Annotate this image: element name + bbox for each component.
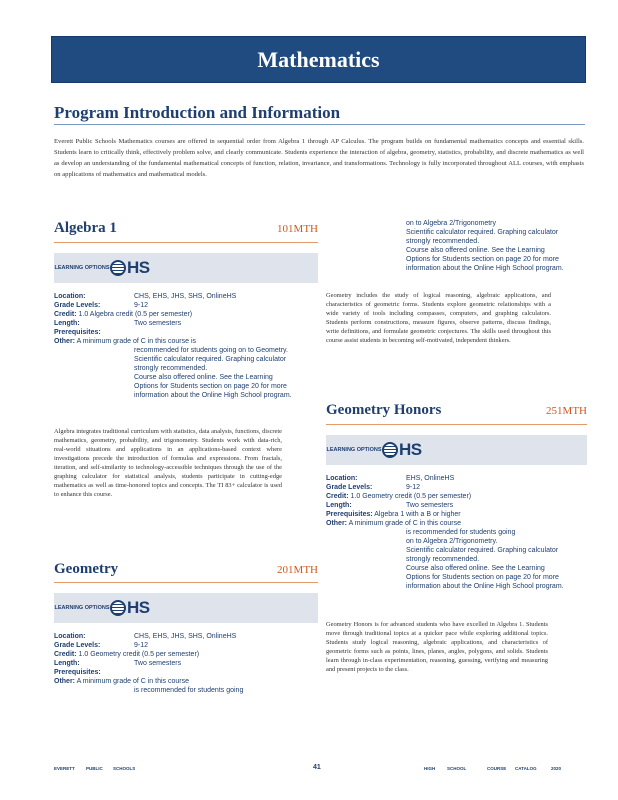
algebra1-other-line: information about the Online High School program. <box>134 392 292 399</box>
algebra1-credit: 1.0 Algebra credit (0.5 per semester) <box>78 311 193 318</box>
geometry-honors-header <box>326 402 587 419</box>
geometry-honors-title: Geometry Honors <box>326 402 442 418</box>
algebra1-other-line: Course also offered online. See the Learning <box>134 374 273 381</box>
footer-right-word: CATALOG <box>515 766 537 771</box>
geometry-honors-other-line: Course also offered online. See the Learning <box>406 565 545 572</box>
footer-left-word: SCHOOLS <box>113 766 136 771</box>
location-label: Location: <box>54 293 86 300</box>
grade-levels-label: Grade Levels: <box>326 484 373 491</box>
geometry-cont-line: Course also offered online. See the Learning <box>406 247 545 254</box>
length-label: Length: <box>54 320 80 327</box>
section-title: Program Introduction and Information <box>54 103 341 122</box>
algebra1-location: CHS, EHS, JHS, SHS, OnlineHS <box>134 293 237 300</box>
geometry-description: Geometry includes the study of logical reasoning, algebraic applications, and characteristics of geometric forms. Students explore geometric relationships with a wide variety of tools including compasses, computers, and graphing calculators. Students perform constructions, measure figures, observe patterns, discuss findings, write definitions, and formulate geometric conjectures. The skills used throughout this course assist students in becoming self-motivated, independent thinkers. <box>326 292 551 344</box>
other-label: Other: <box>326 520 347 527</box>
geometry-cont-line: strongly recommended. <box>406 238 480 245</box>
intro-paragraph: Everett Public Schools Mathematics courses are offered in sequential order from Algebra 1 through AP Calculus. The program builds on fundamental mathematics concepts and essential skills. Students learn to critically think, effectively problem solve, and clearly communicate. Students experience the interaction of algebra, geometry, statistics, probability, and discrete mathematics as well as develop an understanding of the fundamental mathematical concepts of function, relation, invariance, and transformations. Technology is fully incorporated throughout ALL courses, with emphasis on applications of mathematics and mathematical models. <box>54 138 584 178</box>
geometry-honors-rule <box>326 424 587 425</box>
algebra1-code: 101MTH <box>277 223 318 235</box>
geometry-cont-line: Options for Students section on page 20 for more <box>406 256 559 263</box>
algebra1-other-line: strongly recommended. <box>134 365 208 372</box>
geometry-learning-options <box>54 593 318 623</box>
length-label: Length: <box>54 660 80 667</box>
geometry-honors-description: Geometry Honors is for advanced students who have excelled in Algebra 1. Students move through traditional topics at a quicker pace while exploring additional topics. Students study logical reasoning, algebraic applications, and characteristics of geometric forms such as points, lines, planes, angles, polygons, and solids. Students learn through in-class experimentation, reasoning, guessing, verifying and measuring and present projects to the class. <box>326 621 548 673</box>
geometry-honors-location: EHS, OnlineHS <box>406 475 455 482</box>
geometry-other-line: is recommended for students going <box>134 687 244 694</box>
prerequisites-label: Prerequisites: <box>54 669 101 676</box>
section-divider <box>54 124 585 125</box>
globe-icon <box>382 442 398 458</box>
hs-text: HS <box>127 598 150 617</box>
grade-levels-label: Grade Levels: <box>54 302 101 309</box>
geometry-honors-learning-options <box>326 435 587 465</box>
geometry-grades: 9-12 <box>134 642 149 649</box>
geometry-honors-prereq: Algebra 1 with a B or higher <box>374 511 461 518</box>
footer-left-word: PUBLIC <box>86 766 103 771</box>
geometry-code: 201MTH <box>277 564 318 576</box>
footer-left-word: EVERETT <box>54 766 75 771</box>
learning-options-label: LEARNING OPTIONS <box>54 605 110 611</box>
online-hs-logo <box>110 258 150 278</box>
footer-right-word: HIGH <box>424 766 436 771</box>
geometry-honors-other-line: on to Algebra 2/Trigonometry. <box>406 538 498 545</box>
geometry-honors-other-line: Options for Students section on page 20 for more <box>406 574 559 581</box>
algebra1-other-line: A minimum grade of C in this course is <box>76 338 196 345</box>
algebra1-description: Algebra integrates traditional curriculum with statistics, data analysis, functions, discrete mathematics, geometry, probability, and trigonometry. Students work with data-rich, real-world situations and applications in an applications-based context where investigations precede the introduction of formulas and expressions. From fractals, iteration, and self-similarity to technology-accessible techniques through the use of the graphing calculator for statistical analysis, students participate in cutting-edge mathematics as well as time-honored topics and concepts. The TI 83+ calculator is used to enhance this course. <box>54 428 282 498</box>
learning-options-label: LEARNING OPTIONS <box>54 265 110 271</box>
globe-icon <box>110 600 126 616</box>
grade-levels-label: Grade Levels: <box>54 642 101 649</box>
page-banner <box>51 36 586 83</box>
geometry-rule <box>54 582 318 583</box>
algebra1-rule <box>54 242 318 243</box>
other-label: Other: <box>54 338 75 345</box>
geometry-honors-other-line: strongly recommended. <box>406 556 480 563</box>
geometry-other-line: A minimum grade of C in this course <box>76 678 189 685</box>
location-label: Location: <box>326 475 358 482</box>
geometry-honors-other-line: information about the Online High School program. <box>406 583 564 590</box>
geometry-header <box>54 561 318 578</box>
geometry-honors-other-line: A minimum grade of C in this course <box>348 520 461 527</box>
geometry-location: CHS, EHS, JHS, SHS, OnlineHS <box>134 633 237 640</box>
geometry-honors-info <box>326 474 588 591</box>
geometry-info <box>54 632 319 695</box>
globe-icon <box>110 260 126 276</box>
banner-title: Mathematics <box>257 46 380 72</box>
prerequisites-label: Prerequisites: <box>54 329 101 336</box>
algebra1-header <box>54 220 318 237</box>
geometry-length: Two semesters <box>134 660 182 667</box>
footer-right-word: SCHOOL <box>447 766 467 771</box>
footer-right-word: COURSE <box>487 766 507 771</box>
geometry-honors-other-line: Scientific calculator required. Graphing calculator <box>406 547 559 554</box>
algebra1-other-line: recommended for students going on to Geometry. <box>134 347 288 354</box>
hs-text: HS <box>127 258 150 277</box>
geometry-cont-line: information about the Online High School program. <box>406 265 564 272</box>
credit-label: Credit: <box>54 311 77 318</box>
length-label: Length: <box>326 502 352 509</box>
algebra1-title: Algebra 1 <box>54 220 117 236</box>
algebra1-other-line: Options for Students section on page 20 for more <box>134 383 287 390</box>
geometry-honors-grades: 9-12 <box>406 484 421 491</box>
geometry-cont-line: Scientific calculator required. Graphing calculator <box>406 229 559 236</box>
prerequisites-label: Prerequisites: <box>326 511 373 518</box>
algebra1-learning-options <box>54 253 318 283</box>
credit-label: Credit: <box>326 493 349 500</box>
online-hs-logo <box>382 440 422 460</box>
algebra1-grades: 9-12 <box>134 302 149 309</box>
learning-options-label: LEARNING OPTIONS <box>326 447 382 453</box>
geometry-honors-length: Two semesters <box>406 502 454 509</box>
geometry-other-continued <box>326 219 588 273</box>
footer-right-word: 2020 <box>551 766 562 771</box>
online-hs-logo <box>110 598 150 618</box>
location-label: Location: <box>54 633 86 640</box>
geometry-honors-code: 251MTH <box>546 405 587 417</box>
geometry-honors-credit: 1.0 Geometry credit (0.5 per semester) <box>350 493 472 500</box>
algebra1-info <box>54 292 319 400</box>
page-number: 41 <box>313 764 321 771</box>
hs-text: HS <box>399 440 422 459</box>
geometry-honors-other-line: is recommended for students going <box>406 529 516 536</box>
credit-label: Credit: <box>54 651 77 658</box>
algebra1-other-line: Scientific calculator required. Graphing calculator <box>134 356 287 363</box>
other-label: Other: <box>54 678 75 685</box>
geometry-credit: 1.0 Geometry credit (0.5 per semester) <box>78 651 200 658</box>
algebra1-length: Two semesters <box>134 320 182 327</box>
geometry-cont-line: on to Algebra 2/Trigonometry <box>406 220 497 227</box>
geometry-title: Geometry <box>54 561 119 577</box>
